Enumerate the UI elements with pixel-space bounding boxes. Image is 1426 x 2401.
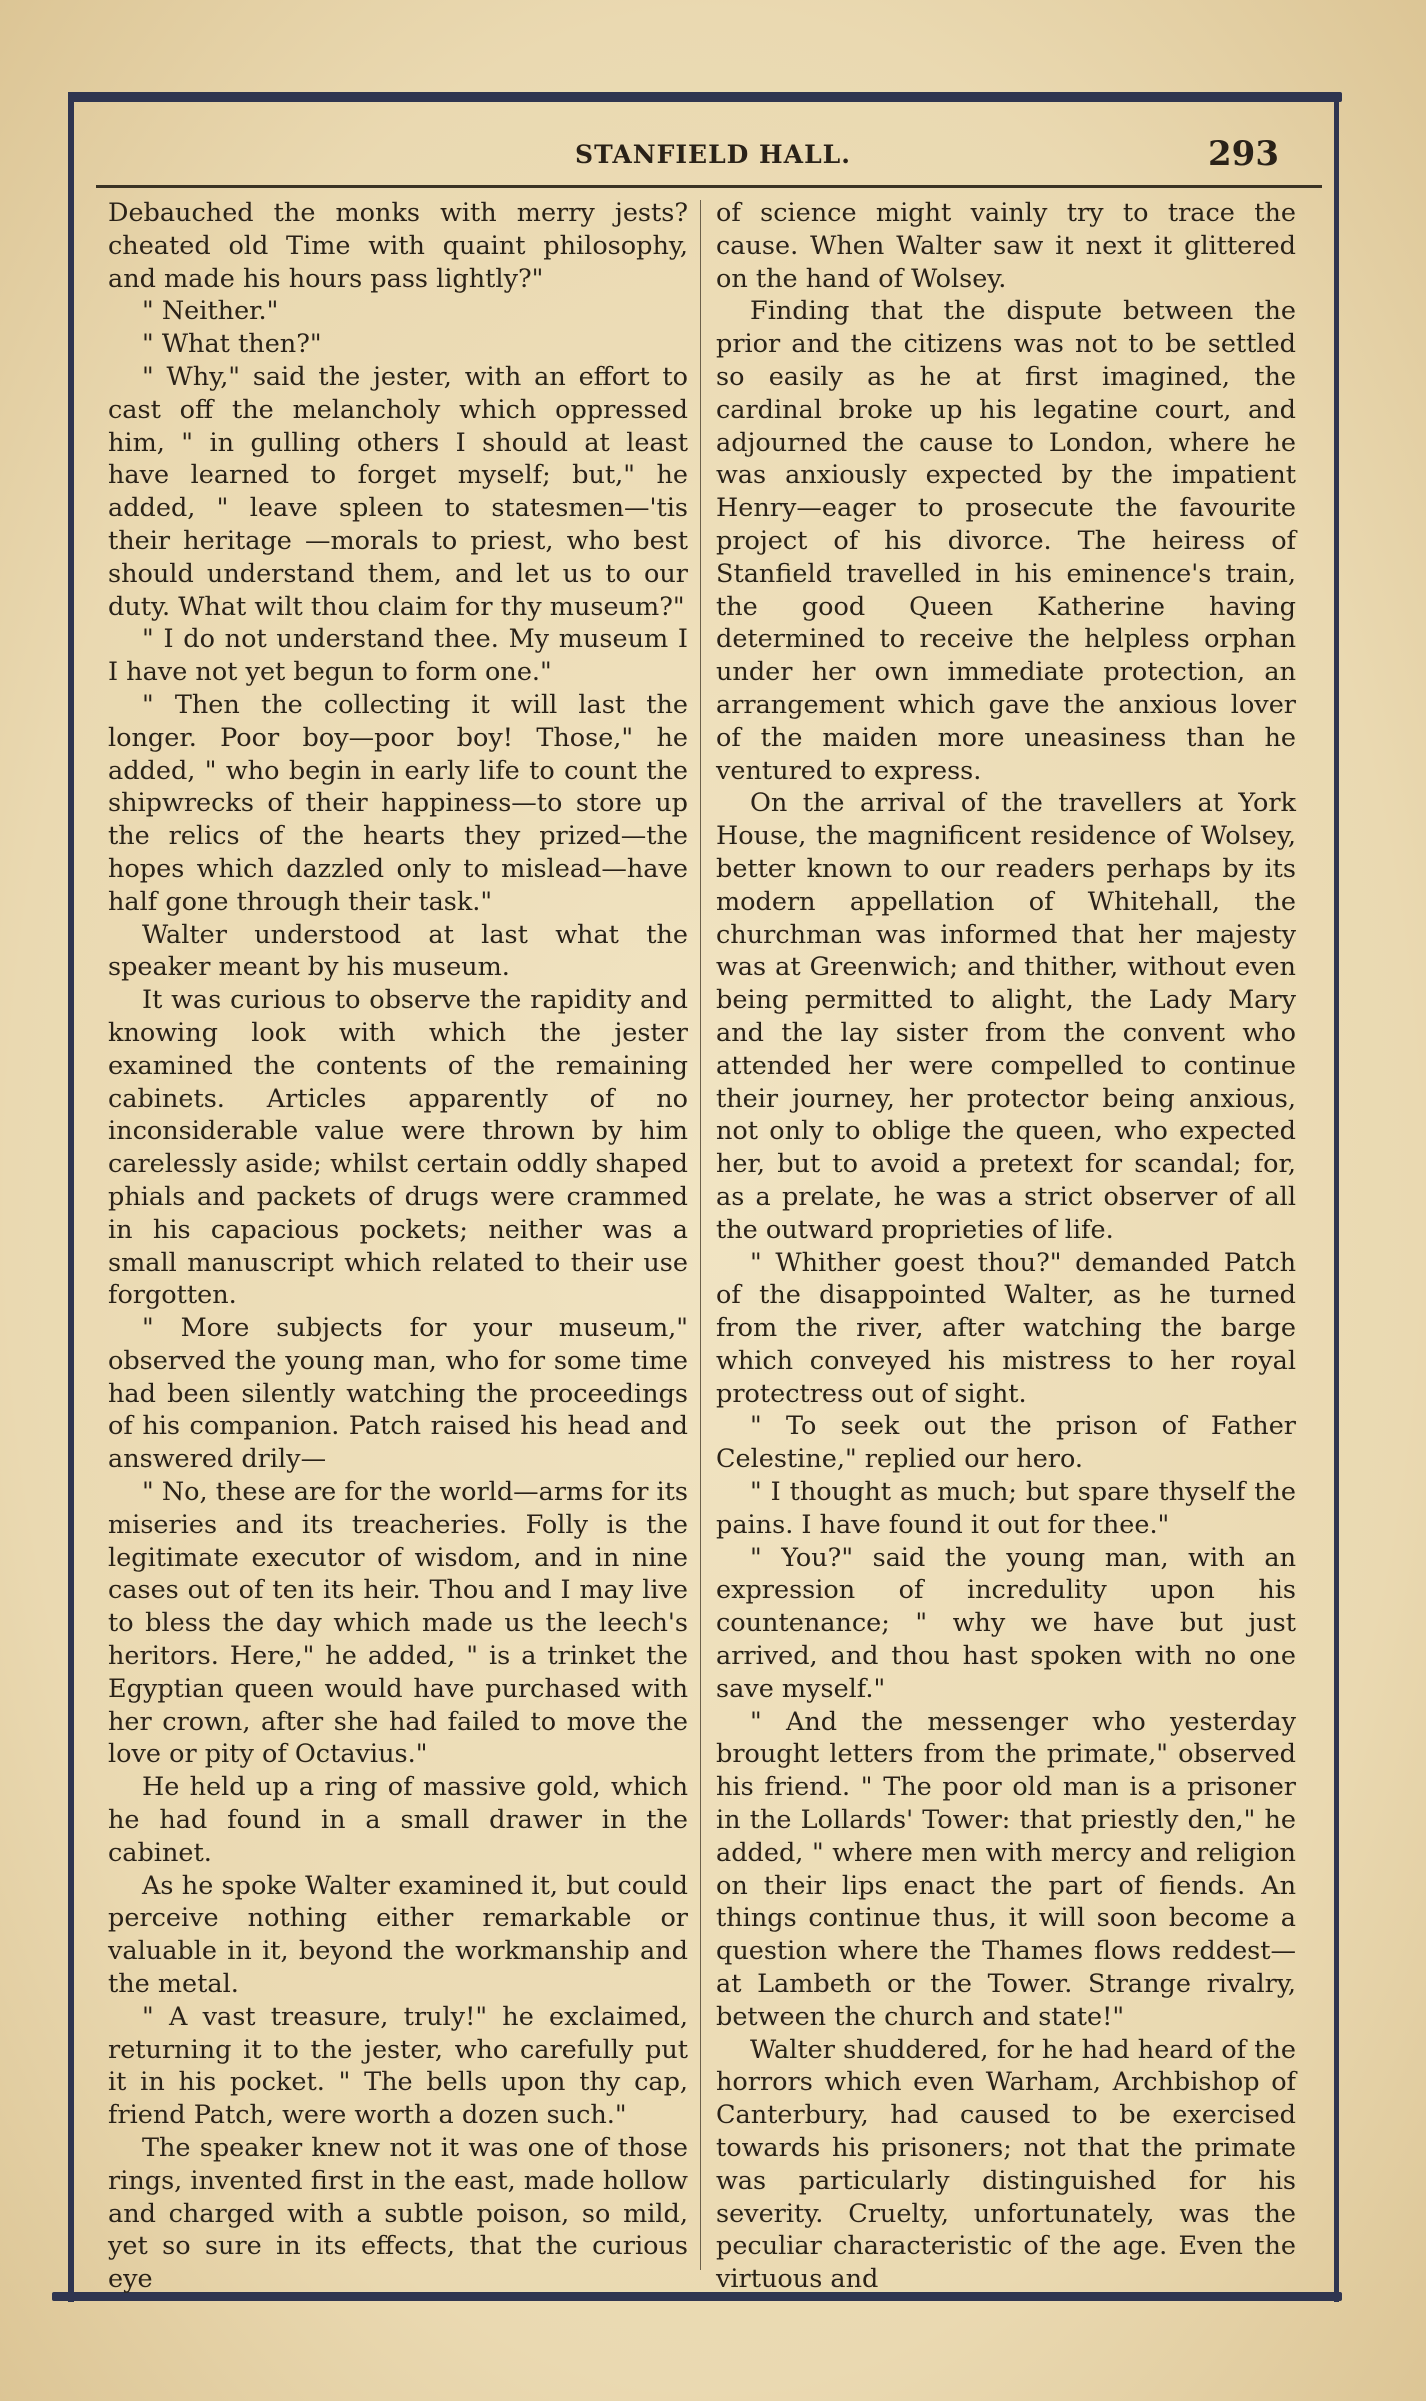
paragraph: " I do not understand thee. My museum I I have not yet begun to form one." — [108, 624, 688, 688]
paragraph: " More subjects for your museum," observed the young man, who for some time had been silently watching the proceedings of his companion. Patch raised his head and answered drily— — [108, 1313, 688, 1475]
column-divider — [700, 200, 701, 2270]
paragraph: Finding that the dispute between the prior and the citizens was not to be settled so easily as he at first imagined, the cardinal broke up his legatine court, and adjourned the cause to London, where he was anxiously expected by the impatient Henry—eager to prosecute the favourite project of his divorce. The heiress of Stanfield travelled in his eminence's train, the good Queen Katherine having determined to receive the helpless orphan under her own immediate protection, an arrangement which gave the anxious lover of the maiden more uneasiness than he ventured to express. — [716, 296, 1296, 786]
header-divider — [96, 185, 1322, 188]
left-column — [108, 197, 688, 2296]
paragraph: " A vast treasure, truly!" he exclaimed, returning it to the jester, who carefully put it in his pocket. " The bells upon thy cap, friend Patch, were worth a dozen such." — [108, 2001, 688, 2131]
running-header-title: STANFIELD HALL. — [575, 140, 851, 169]
paragraph: " To seek out the prison of Father Celestine," replied our hero. — [716, 1411, 1296, 1475]
right-column — [716, 197, 1296, 2296]
paragraph: On the arrival of the travellers at York House, the magnificent residence of Wolsey, better known to our readers perhaps by its modern appellation of Whitehall, the churchman was informed that her majesty was at Greenwich; and thither, without even being permitted to alight, the Lady Mary and the lay sister from the convent who attended her were compelled to continue their journey, her protector being anxious, not only to oblige the queen, who expected her, but to avoid a pretext for scandal; for, as a prelate, he was a strict observer of all the outward proprieties of life. — [716, 788, 1296, 1245]
paragraph: " What then?" — [142, 329, 322, 360]
paragraph: " Why," said the jester, with an effort to cast off the melancholy which oppressed him, " in gulling others I should at least have learned to forget myself; but," he added, " leave spleen to statesmen—'tis their heritage —morals to priest, who best should understand them, and let us to our duty. What wilt thou claim for thy museum?" — [108, 361, 688, 622]
paragraph: He held up a ring of massive gold, which he had found in a small drawer in the cabinet. — [108, 1772, 688, 1868]
left-border-rule — [68, 92, 74, 2302]
right-border-rule — [1334, 92, 1339, 2302]
paragraph: " I thought as much; but spare thyself the pains. I have found it out for thee." — [716, 1477, 1296, 1540]
paragraph: " Whither goest thou?" demanded Patch of the disappointed Walter, as he turned from the river, after watching the barge which conveyed his mistress to her royal protectress out of sight. — [716, 1247, 1296, 1409]
paragraph: It was curious to observe the rapidity and knowing look with which the jester examined the contents of the remaining cabinets. Articles apparently of no inconsiderable value were thrown by him carelessly aside; whilst certain oddly shaped phials and packets of drugs were crammed in his capacious pockets; neither was a small manuscript which related to their use forgotten. — [108, 985, 688, 1311]
paragraph: Walter shuddered, for he had heard of the horrors which even Warham, Archbishop of Canterbury, had caused to be exercised towards his prisoners; not that the primate was particularly distinguished for his severity. Cruelty, unfortunately, was the peculiar characteristic of the age. Even the virtuous and — [716, 2034, 1296, 2295]
paragraph: The speaker knew not it was one of those rings, invented first in the east, made hollow and charged with a subtle poison, so mild, yet so sure in its effects, that the curious eye — [108, 2133, 688, 2295]
paragraph: Walter understood at last what the speaker meant by his museum. — [108, 919, 688, 983]
paragraph: Debauched the monks with merry jests? cheated old Time with quaint philosophy, and made his hours pass lightly?" — [108, 198, 688, 294]
top-border-rule — [72, 92, 1342, 102]
paragraph: " Neither." — [142, 296, 279, 327]
paragraph: As he spoke Walter examined it, but could perceive nothing either remarkable or valuable in it, beyond the workmanship and the metal. — [108, 1870, 688, 2000]
page-number: 293 — [1208, 134, 1279, 174]
paragraph: " And the messenger who yesterday brought letters from the primate," observed his friend. " The poor old man is a prisoner in the Lollards' Tower: that priestly den," he added, " where men with mercy and religion on their lips enact the part of fiends. An things continue thus, it will soon become a question where the Thames flows reddest—at Lambeth or the Tower. Strange rivalry, between the church and state!" — [716, 1706, 1296, 2032]
paragraph: " You?" said the young man, with an expression of incredulity upon his countenance; " why we have but just arrived, and thou hast spoken with no one save myself." — [716, 1542, 1296, 1704]
paragraph: of science might vainly try to trace the cause. When Walter saw it next it glittered on the hand of Wolsey. — [716, 198, 1296, 294]
paragraph: " No, these are for the world—arms for its miseries and its treacheries. Folly is the legitimate executor of wisdom, and in nine cases out of ten its heir. Thou and I may live to bless the day which made us the leech's heritors. Here," he added, " is a trinket the Egyptian queen would have purchased with her crown, after she had failed to move the love or pity of Octavius." — [108, 1477, 688, 1770]
paragraph: " Then the collecting it will last the longer. Poor boy—poor boy! Those," he added, " who begin in early life to count the shipwrecks of their happiness—to store up the relics of the hearts they prized—the hopes which dazzled only to mislead—have half gone through their task." — [108, 689, 688, 917]
